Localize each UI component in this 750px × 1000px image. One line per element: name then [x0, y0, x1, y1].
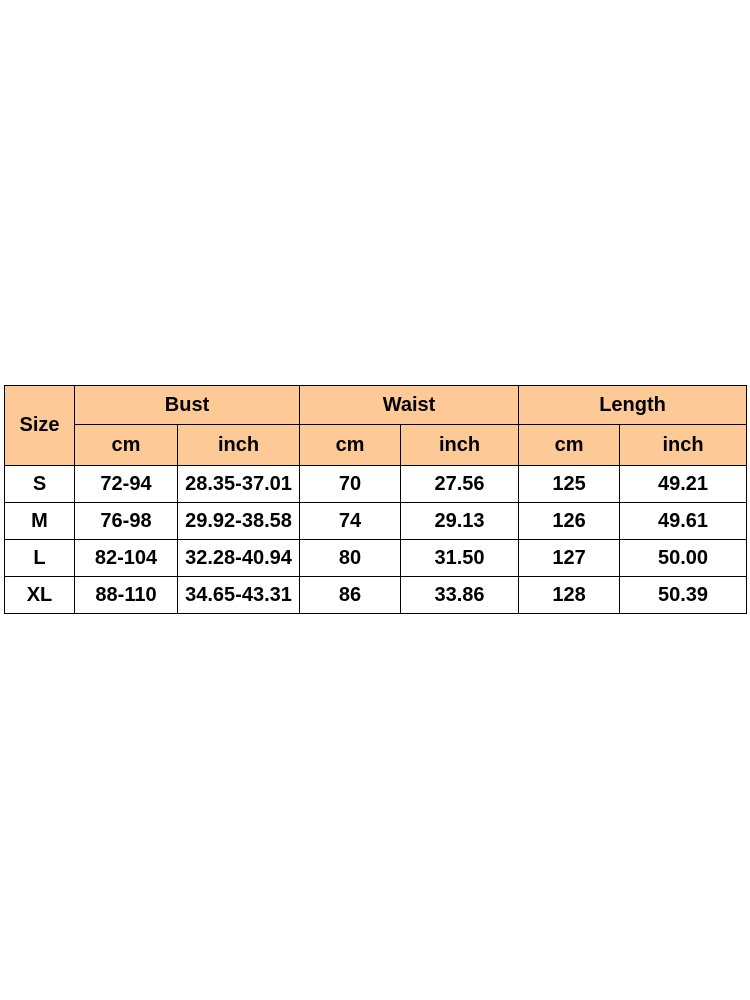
waist-cm-header: cm	[300, 425, 401, 466]
bust-cm-header: cm	[75, 425, 178, 466]
size-cell: S	[5, 466, 75, 503]
bust-cm-cell: 72-94	[75, 466, 178, 503]
table-row	[5, 503, 747, 540]
length-cm-cell: 127	[519, 540, 620, 577]
table-row	[5, 466, 747, 503]
bust-inch-cell: 29.92-38.58	[178, 503, 300, 540]
waist-cm-cell: 70	[300, 466, 401, 503]
table-row	[5, 540, 747, 577]
size-cell: XL	[5, 577, 75, 614]
waist-inch-cell: 33.86	[401, 577, 519, 614]
length-inch-cell: 50.39	[620, 577, 747, 614]
size-cell: L	[5, 540, 75, 577]
waist-cm-cell: 86	[300, 577, 401, 614]
size-cell: M	[5, 503, 75, 540]
header-group-row	[5, 386, 747, 425]
waist-cm-cell: 80	[300, 540, 401, 577]
bust-inch-cell: 28.35-37.01	[178, 466, 300, 503]
waist-inch-header: inch	[401, 425, 519, 466]
waist-inch-cell: 27.56	[401, 466, 519, 503]
bust-inch-cell: 32.28-40.94	[178, 540, 300, 577]
header-unit-row	[5, 425, 747, 466]
waist-inch-cell: 31.50	[401, 540, 519, 577]
length-cm-header: cm	[519, 425, 620, 466]
bust-cm-cell: 76-98	[75, 503, 178, 540]
length-inch-cell: 49.61	[620, 503, 747, 540]
table-row	[5, 577, 747, 614]
length-inch-cell: 49.21	[620, 466, 747, 503]
bust-inch-header: inch	[178, 425, 300, 466]
waist-inch-cell: 29.13	[401, 503, 519, 540]
size-chart-table	[4, 385, 747, 614]
waist-header: Waist	[300, 386, 519, 425]
waist-cm-cell: 74	[300, 503, 401, 540]
bust-header: Bust	[75, 386, 300, 425]
length-inch-header: inch	[620, 425, 747, 466]
bust-cm-cell: 88-110	[75, 577, 178, 614]
bust-cm-cell: 82-104	[75, 540, 178, 577]
length-inch-cell: 50.00	[620, 540, 747, 577]
length-header: Length	[519, 386, 747, 425]
length-cm-cell: 126	[519, 503, 620, 540]
size-header: Size	[5, 386, 75, 466]
length-cm-cell: 128	[519, 577, 620, 614]
bust-inch-cell: 34.65-43.31	[178, 577, 300, 614]
length-cm-cell: 125	[519, 466, 620, 503]
